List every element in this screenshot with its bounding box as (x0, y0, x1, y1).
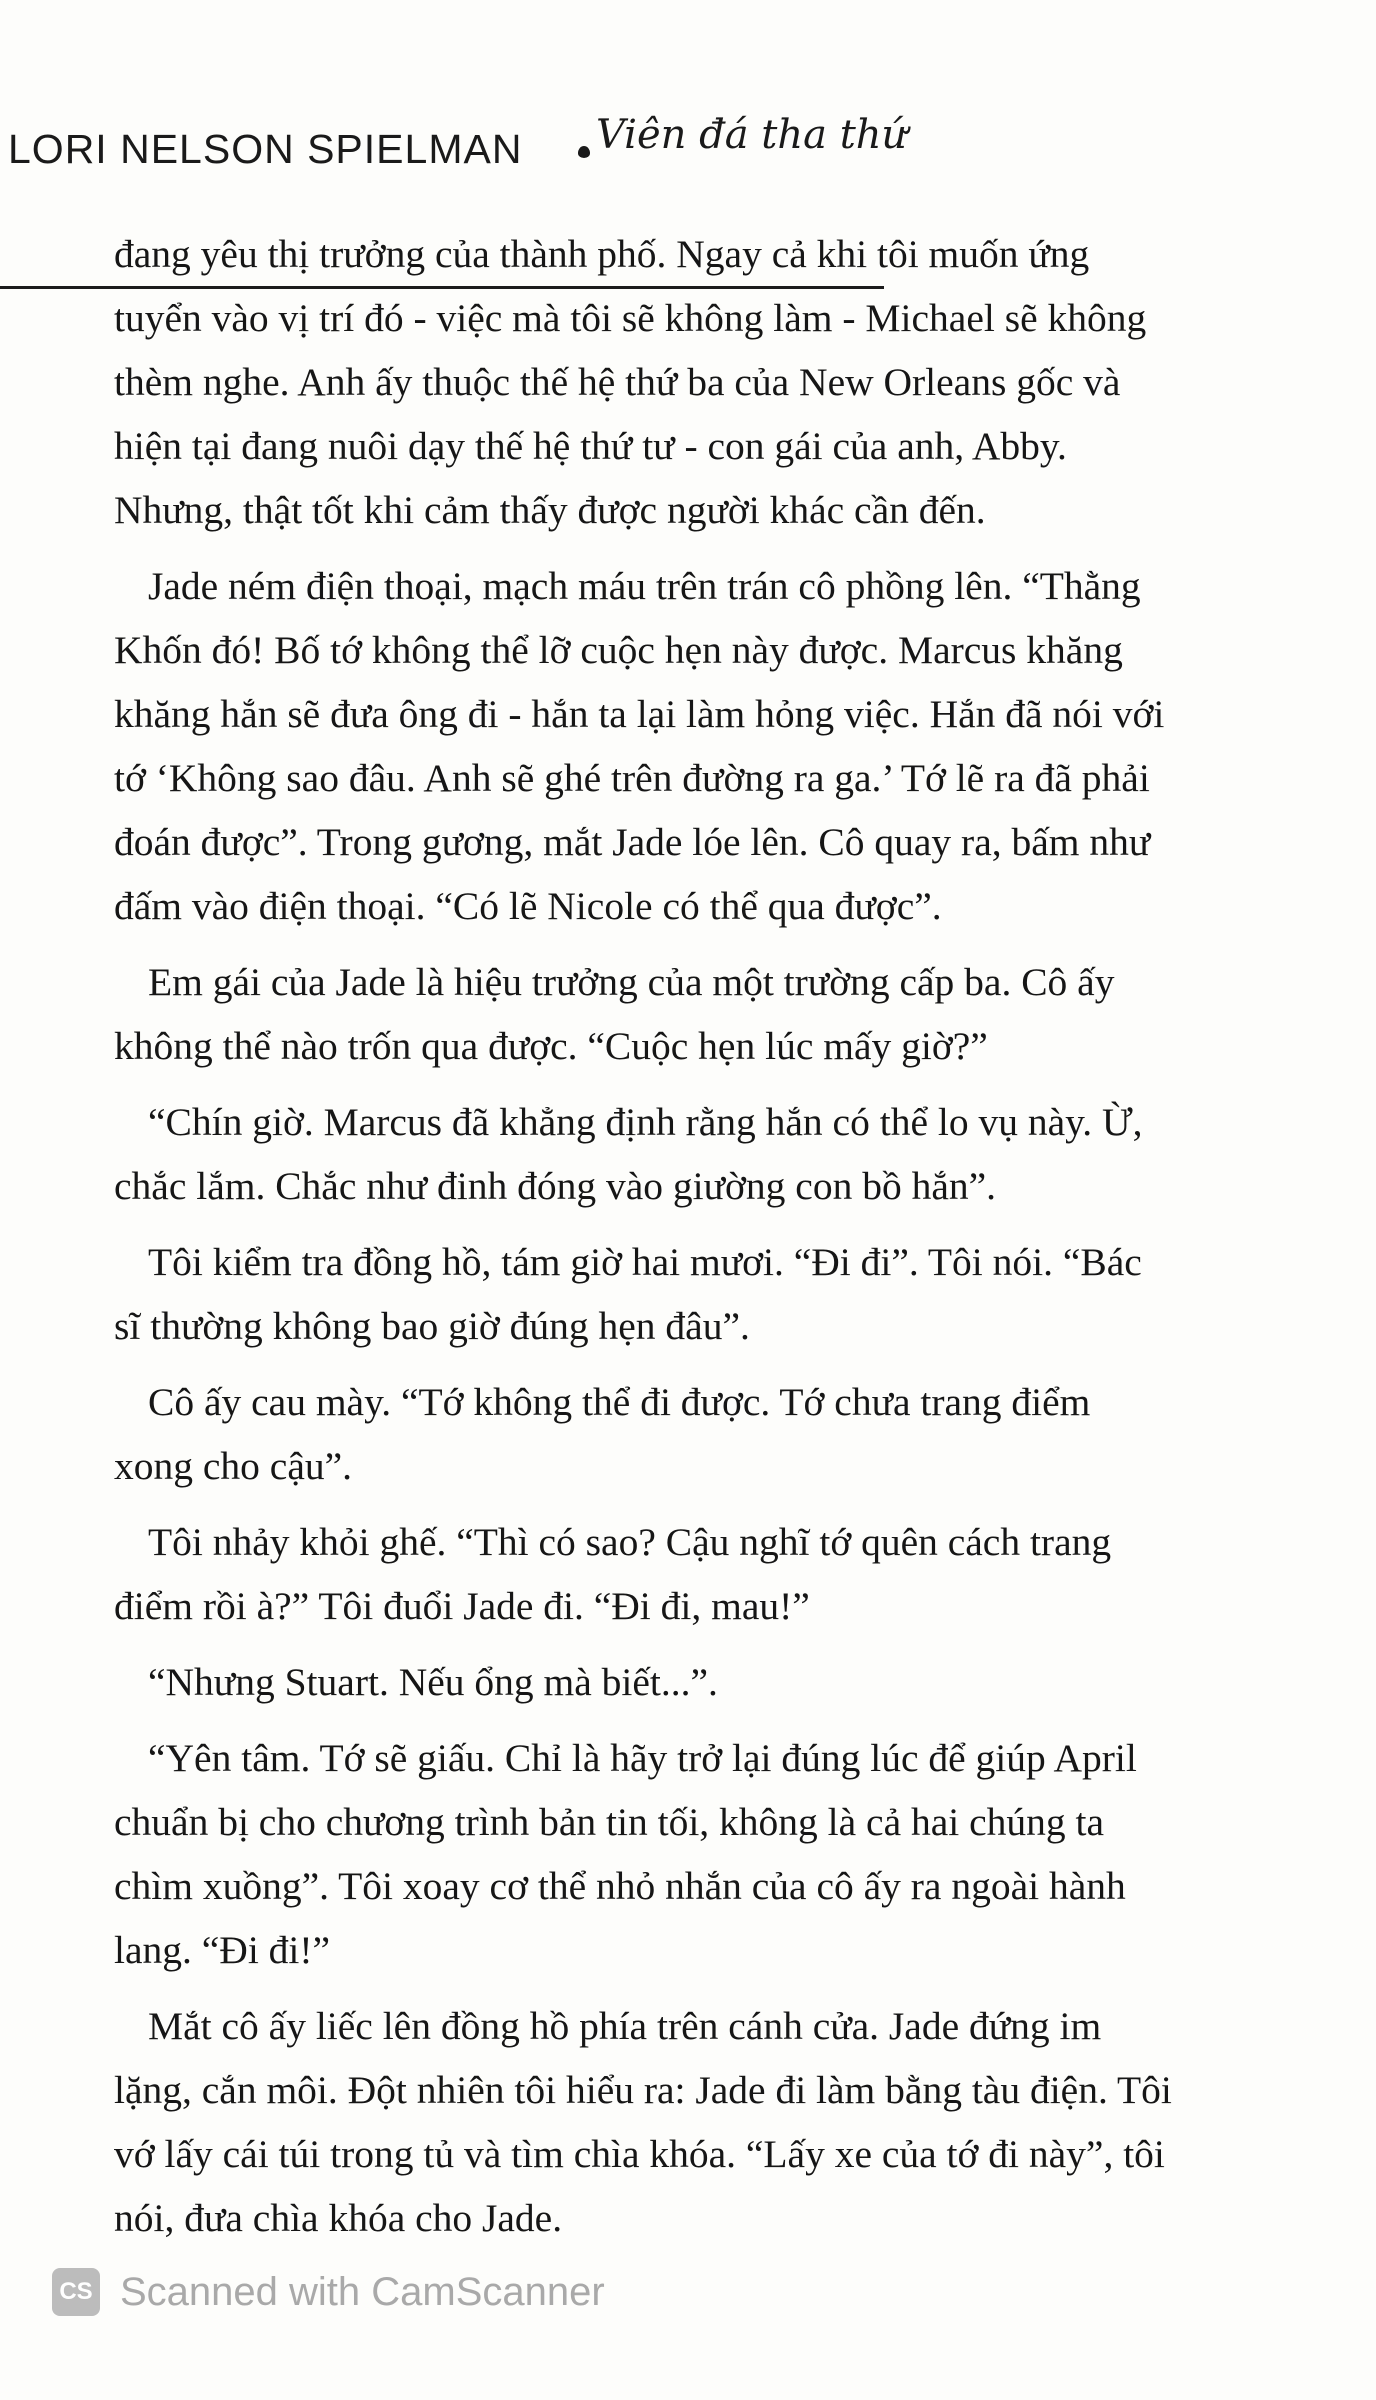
paragraph-5 (114, 1230, 1314, 1358)
paragraph-6 (114, 1370, 1314, 1498)
text-line: hiện tại đang nuôi dạy thế hệ thứ tư - con gái của anh, Abby. (114, 424, 1067, 468)
paragraph-4 (114, 1090, 1314, 1218)
text-line: điểm rồi à?” Tôi đuổi Jade đi. “Đi đi, mau!” (114, 1584, 810, 1628)
text-line: Cô ấy cau mày. “Tớ không thể đi được. Tớ chưa trang điểm (148, 1380, 1091, 1424)
watermark-text: Scanned with CamScanner (120, 2269, 605, 2314)
text-line: tớ ‘Không sao đâu. Anh sẽ ghé trên đường ra ga.’ Tớ lẽ ra đã phải (114, 756, 1150, 800)
text-line: nói, đưa chìa khóa cho Jade. (114, 2196, 563, 2240)
text-line: xong cho cậu”. (114, 1444, 353, 1488)
text-line: Khốn đó! Bố tớ không thể lỡ cuộc hẹn này được. Marcus khăng (114, 628, 1123, 672)
text-line: chìm xuồng”. Tôi xoay cơ thể nhỏ nhắn của cô ấy ra ngoài hành (114, 1864, 1126, 1908)
text-line: thèm nghe. Anh ấy thuộc thế hệ thứ ba của New Orleans gốc và (114, 360, 1121, 404)
text-line: lặng, cắn môi. Đột nhiên tôi hiểu ra: Jade đi làm bằng tàu điện. Tôi (114, 2068, 1172, 2112)
text-line: sĩ thường không bao giờ đúng hẹn đâu”. (114, 1304, 750, 1348)
text-line: vớ lấy cái túi trong tủ và tìm chìa khóa. “Lấy xe của tớ đi này”, tôi (114, 2132, 1165, 2176)
text-line: chắc lắm. Chắc như đinh đóng vào giường con bồ hắn”. (114, 1164, 997, 1208)
camscanner-watermark (52, 2262, 605, 2322)
text-line: “Nhưng Stuart. Nếu ổng mà biết...”. (148, 1660, 718, 1704)
text-line: “Yên tâm. Tớ sẽ giấu. Chỉ là hãy trở lại đúng lúc để giúp April (148, 1736, 1137, 1780)
paragraph-8 (114, 1650, 1314, 1714)
paragraph-10 (114, 1994, 1314, 2250)
paragraph-2 (114, 554, 1314, 938)
text-line: “Chín giờ. Marcus đã khẳng định rằng hắn có thể lo vụ này. Ừ, (148, 1100, 1143, 1144)
text-line: lang. “Đi đi!” (114, 1928, 331, 1972)
text-line: không thể nào trốn qua được. “Cuộc hẹn lúc mấy giờ?” (114, 1024, 988, 1068)
text-line: đang yêu thị trưởng của thành phố. Ngay cả khi tôi muốn ứng (114, 232, 1090, 276)
text-line: Nhưng, thật tốt khi cảm thấy được người khác cần đến. (114, 488, 986, 532)
text-line: Mắt cô ấy liếc lên đồng hồ phía trên cánh cửa. Jade đứng im (148, 2004, 1102, 2048)
text-line: Tôi kiểm tra đồng hồ, tám giờ hai mươi. “Đi đi”. Tôi nói. “Bác (148, 1240, 1142, 1284)
text-line: tuyển vào vị trí đó - việc mà tôi sẽ không làm - Michael sẽ không (114, 296, 1147, 340)
text-line: Jade ném điện thoại, mạch máu trên trán cô phồng lên. “Thằng (148, 564, 1141, 608)
text-line: đoán được”. Trong gương, mắt Jade lóe lên. Cô quay ra, bấm như (114, 820, 1151, 864)
text-line: khăng hắn sẽ đưa ông đi - hắn ta lại làm hỏng việc. Hắn đã nói với (114, 692, 1165, 736)
text-line: đấm vào điện thoại. “Có lẽ Nicole có thể qua được”. (114, 884, 942, 928)
text-line: Tôi nhảy khỏi ghế. “Thì có sao? Cậu nghĩ tớ quên cách trang (148, 1520, 1112, 1564)
text-line: chuẩn bị cho chương trình bản tin tối, không là cả hai chúng ta (114, 1800, 1105, 1844)
text-line: Em gái của Jade là hiệu trưởng của một trường cấp ba. Cô ấy (148, 960, 1115, 1004)
paragraph-7 (114, 1510, 1314, 1638)
page-body (114, 222, 1314, 2262)
page-header (0, 108, 908, 178)
paragraph-9 (114, 1726, 1314, 1982)
header-separator-dot (578, 146, 590, 158)
camscanner-logo-icon: CS (52, 2268, 100, 2316)
author-name: LORI NELSON SPIELMAN (8, 126, 523, 172)
paragraph-1 (114, 222, 1314, 542)
book-title: Viên đá tha thứ (596, 112, 908, 158)
paragraph-3 (114, 950, 1314, 1078)
